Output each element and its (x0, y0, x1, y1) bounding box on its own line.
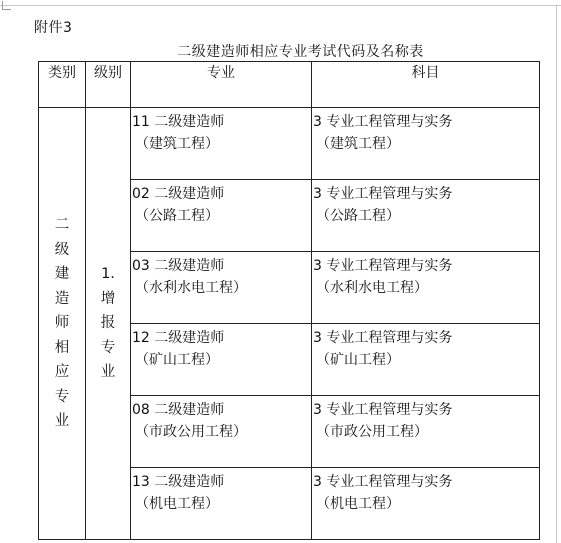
subject-code: 3 (313, 114, 322, 130)
exam-code-table (38, 61, 540, 540)
major-name: 二级建造师 (154, 258, 225, 274)
major-line (131, 180, 311, 205)
major-code: 03 (132, 258, 150, 274)
major-spec: （矿山工程） (135, 352, 219, 368)
page-right-border (556, 5, 557, 543)
subject-code: 3 (313, 186, 322, 202)
subject-spec: （机电工程） (316, 496, 400, 512)
major-code: 08 (132, 402, 150, 418)
subject-code: 3 (313, 330, 322, 346)
major-name: 二级建造师 (154, 402, 225, 418)
category-cell (39, 108, 86, 540)
major-cell (131, 180, 312, 252)
subject-code: 3 (313, 258, 322, 274)
major-spec: （公路工程） (135, 208, 219, 224)
page-corner-mark (2, 1, 11, 10)
major-cell (131, 108, 312, 180)
page-top-border (0, 5, 561, 6)
subject-line (312, 180, 539, 205)
subject-cell (312, 324, 540, 396)
table-row (39, 108, 540, 180)
category-vertical-text (55, 213, 70, 434)
subject-cell (312, 396, 540, 468)
major-name: 二级建造师 (154, 186, 225, 202)
major-spec: （建筑工程） (135, 136, 219, 152)
header-level: 级别 (86, 62, 131, 108)
major-line (131, 468, 311, 493)
major-line (131, 324, 311, 349)
subject-cell (312, 108, 540, 180)
major-cell (131, 396, 312, 468)
category-char: 师 (54, 315, 70, 332)
major-line (131, 396, 311, 421)
subject-line (312, 468, 539, 493)
level-char: 业 (100, 364, 116, 381)
category-char: 二 (54, 217, 70, 234)
subject-name: 专业工程管理与实务 (326, 186, 453, 202)
subject-spec: （市政公用工程） (316, 424, 428, 440)
category-char: 应 (54, 364, 70, 381)
major-code: 13 (132, 474, 150, 490)
header-subject: 科目 (312, 62, 540, 108)
category-char: 专 (54, 388, 70, 405)
level-char: 专 (100, 339, 116, 356)
subject-spec: （公路工程） (316, 208, 400, 224)
subject-line (312, 108, 539, 133)
subject-spec: （矿山工程） (316, 352, 400, 368)
subject-cell (312, 252, 540, 324)
attachment-label: 附件3 (34, 20, 73, 36)
subject-spec: （建筑工程） (316, 136, 400, 152)
subject-name: 专业工程管理与实务 (326, 402, 453, 418)
category-char: 建 (54, 266, 70, 283)
major-code: 02 (132, 186, 150, 202)
header-category: 类别 (39, 62, 86, 108)
subject-code: 3 (313, 474, 322, 490)
subject-cell (312, 468, 540, 540)
level-char: 1. (101, 266, 115, 283)
subject-cell (312, 180, 540, 252)
subject-line (312, 396, 539, 421)
category-char: 造 (54, 290, 70, 307)
subject-spec: （水利水电工程） (316, 280, 428, 296)
table-body (39, 108, 540, 540)
document-title: 二级建造师相应专业考试代码及名称表 (177, 44, 424, 60)
subject-name: 专业工程管理与实务 (326, 330, 453, 346)
level-cell (86, 108, 131, 540)
category-char: 级 (54, 241, 70, 258)
category-char: 相 (54, 339, 70, 356)
level-vertical-text (101, 262, 116, 385)
level-char: 报 (100, 315, 116, 332)
major-spec: （水利水电工程） (135, 280, 247, 296)
major-name: 二级建造师 (154, 330, 225, 346)
major-code: 12 (132, 330, 150, 346)
major-spec: （机电工程） (135, 496, 219, 512)
category-char: 业 (54, 413, 70, 430)
major-cell (131, 468, 312, 540)
subject-line (312, 252, 539, 277)
major-line (131, 252, 311, 277)
header-major: 专业 (131, 62, 312, 108)
subject-name: 专业工程管理与实务 (326, 258, 453, 274)
subject-line (312, 324, 539, 349)
major-cell (131, 252, 312, 324)
major-name: 二级建造师 (154, 474, 225, 490)
major-line (131, 108, 311, 133)
major-spec: （市政公用工程） (135, 424, 247, 440)
level-char: 增 (100, 290, 116, 307)
subject-code: 3 (313, 402, 322, 418)
major-cell (131, 324, 312, 396)
major-name: 二级建造师 (154, 114, 225, 130)
subject-name: 专业工程管理与实务 (326, 474, 453, 490)
table-header-row (39, 62, 540, 108)
subject-name: 专业工程管理与实务 (326, 114, 453, 130)
major-code: 11 (132, 114, 150, 130)
